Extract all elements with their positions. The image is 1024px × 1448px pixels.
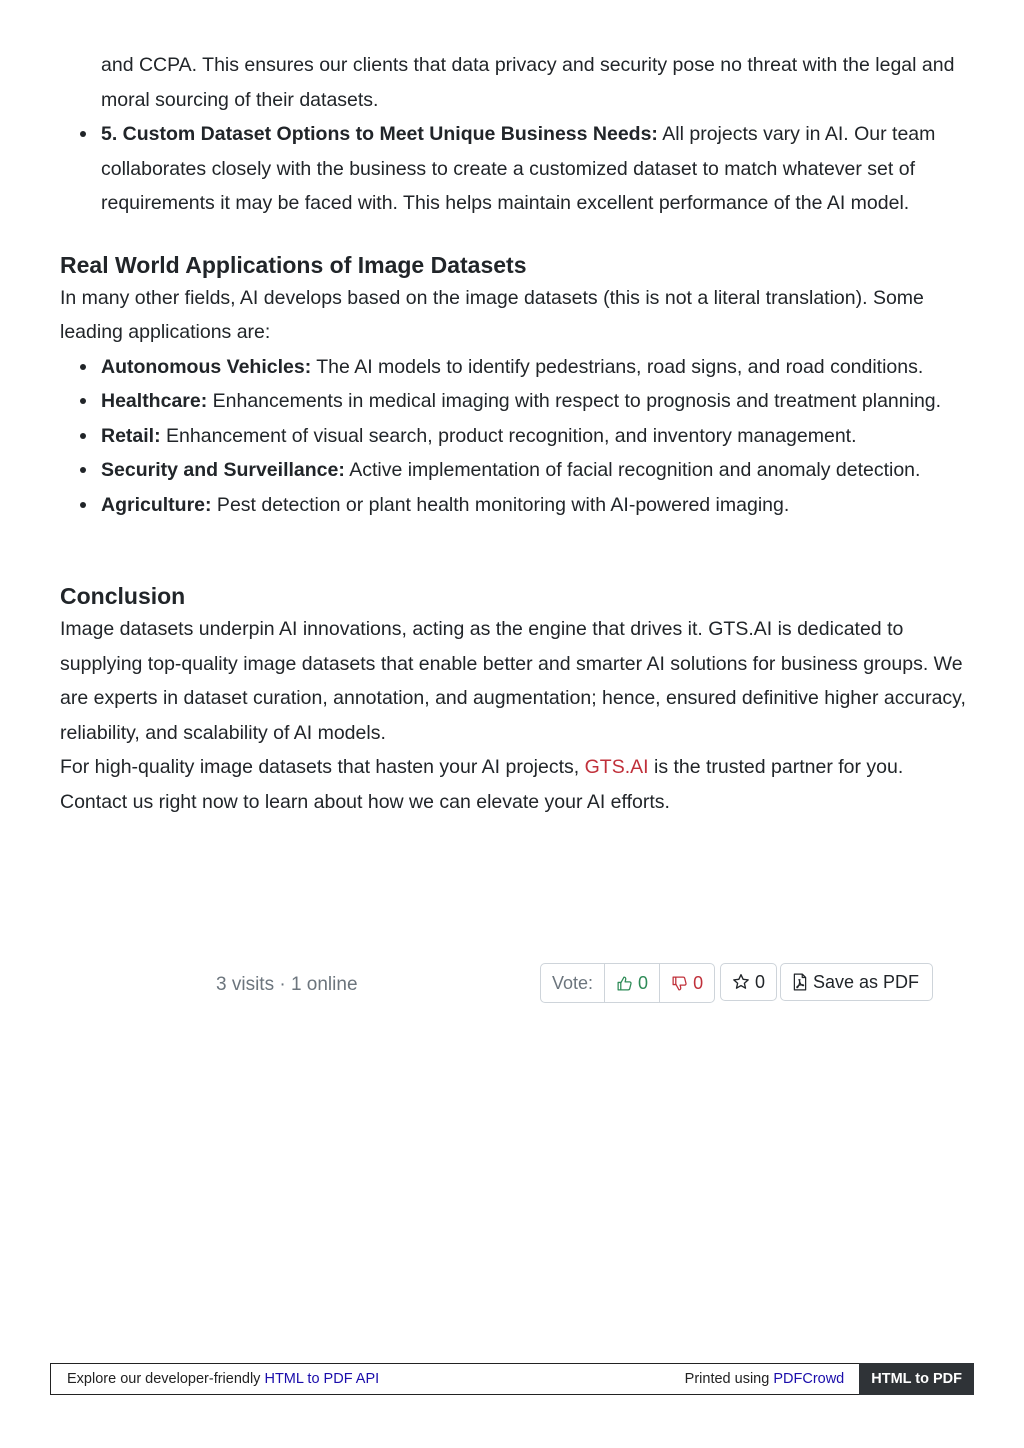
list-item (101, 48, 966, 117)
upvote-count: 0 (638, 972, 649, 993)
item-text: Enhancements in medical imaging with respect to prognosis and treatment planning. (207, 390, 942, 412)
item-text: Enhancement of visual search, product recognition, and inventory management. (160, 424, 857, 447)
cta-text-after: is the trusted partner for you. (648, 756, 904, 778)
downvote-button[interactable] (660, 964, 714, 1002)
footer-right-text: Printed using (684, 1371, 774, 1387)
visit-stats: 3 visits · 1 online (216, 974, 358, 995)
article-body (60, 48, 966, 819)
html-to-pdf-badge[interactable]: HTML to PDF (859, 1363, 974, 1395)
item-text: All projects vary in AI. Our team collaborates closely with the business to create a customized dataset to match whatever set of requirements it may be faced with. This helps maintain excellent performance of the AI model. (101, 123, 936, 214)
save-as-pdf-button[interactable] (780, 963, 933, 1001)
thumbs-down-icon (671, 975, 688, 992)
save-as-pdf-label: Save as PDF (813, 971, 920, 992)
item-text: Pest detection or plant health monitoring with AI-powered imaging. (211, 493, 790, 516)
vote-label: Vote: (541, 964, 605, 1002)
list-item (101, 384, 966, 419)
applications-list (60, 350, 966, 523)
list-item (101, 117, 966, 221)
vote-group (540, 963, 715, 1003)
item-title: Security and Surveillance: (101, 459, 345, 481)
footer-left (51, 1371, 379, 1387)
pdf-file-icon (792, 973, 808, 991)
favorite-button[interactable] (720, 963, 777, 1001)
continued-text: and CCPA. This ensures our clients that data privacy and security pose no threat with the legal and moral sourcing of their datasets. (101, 54, 955, 111)
list-item (101, 419, 966, 454)
conclusion-paragraph: Image datasets underpin AI innovations, acting as the engine that drives it. GTS.AI is dedicated to supplying top-quality image datasets that enable better and smarter AI solutions for business groups. We are experts in dataset curation, annotation, and augmentation; hence, ensured definitive higher accuracy, reliability, and scalability of AI models. (60, 618, 966, 744)
applications-intro: In many other fields, AI develops based on the image datasets (this is not a literal translation). Some leading applications are: (60, 286, 924, 343)
features-list (60, 48, 966, 221)
conclusion-cta (60, 750, 966, 785)
item-text: The AI models to identify pedestrians, road signs, and road conditions. (311, 355, 924, 378)
gts-ai-link[interactable]: GTS.AI (584, 756, 649, 778)
star-icon (732, 973, 750, 991)
list-item (101, 350, 966, 385)
pdfcrowd-link[interactable]: PDFCrowd (773, 1371, 845, 1387)
item-text: Active implementation of facial recognition and anomaly detection. (344, 459, 921, 481)
item-title: Healthcare: (101, 390, 208, 412)
pdfcrowd-footer (50, 1363, 974, 1395)
item-title: 5. Custom Dataset Options to Meet Unique Business Needs: (101, 123, 658, 145)
conclusion-heading: Conclusion (60, 583, 186, 609)
upvote-button[interactable] (605, 964, 660, 1002)
item-title: Agriculture: (101, 493, 212, 516)
footer-left-text: Explore our developer-friendly (67, 1371, 265, 1387)
favorite-count: 0 (755, 971, 766, 992)
downvote-count: 0 (693, 972, 704, 993)
thumbs-up-icon (616, 975, 633, 992)
item-title: Autonomous Vehicles: (101, 355, 312, 378)
footer-right (685, 1371, 860, 1387)
item-title: Retail: (101, 424, 161, 447)
contact-paragraph: Contact us right now to learn about how we can elevate your AI efforts. (60, 790, 670, 813)
html-to-pdf-api-link[interactable]: HTML to PDF API (264, 1371, 380, 1387)
list-item (101, 453, 966, 488)
cta-text-before: For high-quality image datasets that hasten your AI projects, (60, 756, 585, 778)
applications-heading: Real World Applications of Image Datasets (60, 251, 527, 278)
list-item (101, 488, 966, 523)
